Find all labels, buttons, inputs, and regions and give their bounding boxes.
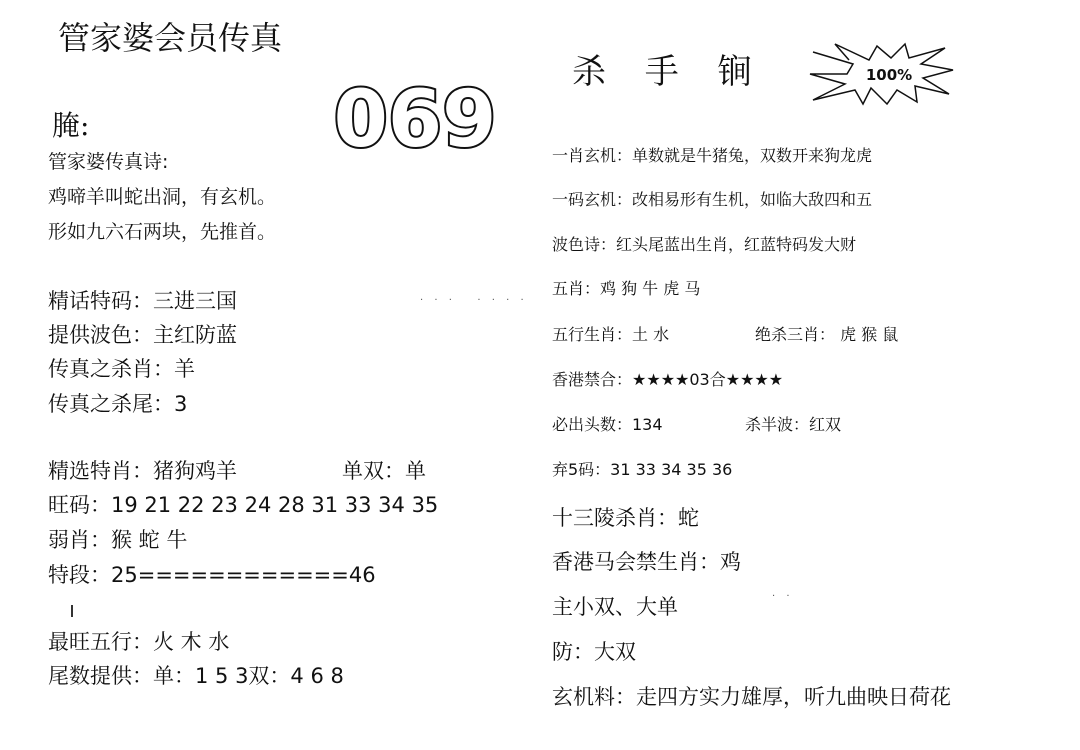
poem-line-2: 形如九六石两块，先推首。	[48, 221, 277, 243]
bosesi-line: 波色诗：红头尾蓝出生肖，红蓝特码发大财	[552, 235, 857, 254]
jinghua-line: 精话特码：三进三国	[48, 289, 237, 313]
poem-title: 管家婆传真诗:	[48, 151, 169, 173]
danshuang-line: 单双：单	[342, 459, 426, 483]
percent-text: 100%	[865, 66, 913, 84]
wuxiao-line: 五肖：鸡 狗 牛 虎 马	[552, 279, 701, 298]
bichu-line: 必出头数：134	[552, 415, 663, 434]
zhu-line: 主小双、大单	[552, 595, 678, 619]
scan-mark	[71, 605, 73, 617]
bose-line: 提供波色：主红防蓝	[48, 323, 237, 347]
jinsheng-line: 香港马会禁生肖：鸡	[552, 550, 741, 574]
scan-dots: · · · · · · ·	[420, 295, 528, 306]
shisanling-line: 十三陵杀肖：蛇	[552, 506, 699, 530]
scan-dots: · ·	[772, 591, 794, 602]
kill-title: 杀 手 锏	[572, 52, 766, 92]
issue-number-badge	[330, 78, 500, 168]
shaxiao-line: 传真之杀肖：羊	[48, 357, 195, 381]
teng-label: 腌:	[52, 109, 90, 142]
wangma-line: 旺码：19 21 22 23 24 28 31 33 34 35	[48, 493, 439, 517]
fang-line: 防：大双	[552, 640, 636, 664]
wuxing-shengxiao-line: 五行生肖：土 水	[552, 325, 670, 344]
qi5ma-line: 弃5码：31 33 34 35 36	[552, 460, 733, 479]
percent-burst-icon	[805, 40, 955, 110]
jueshao-line: 绝杀三肖： 虎 猴 鼠	[755, 325, 899, 344]
yixiao-line: 一肖玄机：单数就是牛猪兔，双数开来狗龙虎	[552, 146, 873, 165]
weishu-line: 尾数提供：单：1 5 3双：4 6 8	[48, 664, 344, 688]
jingxuan-line: 精选特肖：猪狗鸡羊	[48, 459, 237, 483]
yima-line: 一码玄机：改相易形有生机，如临大敌四和五	[552, 190, 873, 209]
jinhe-line: 香港禁合：★★★★03合★★★★	[552, 370, 784, 389]
xuanji-line: 玄机料：走四方实力雄厚，听九曲映日荷花	[552, 685, 951, 709]
poem-line-1: 鸡啼羊叫蛇出洞，有玄机。	[48, 186, 277, 208]
teduan-line: 特段：25============46	[48, 563, 376, 587]
issue-number: 069	[333, 78, 497, 165]
page-title: 管家婆会员传真	[58, 19, 283, 57]
shaban-line: 杀半波：红双	[745, 415, 842, 434]
wuxing-line: 最旺五行：火 木 水	[48, 630, 230, 654]
ruoxiao-line: 弱肖：猴 蛇 牛	[48, 528, 188, 552]
shawei-line: 传真之杀尾：3	[48, 392, 188, 416]
